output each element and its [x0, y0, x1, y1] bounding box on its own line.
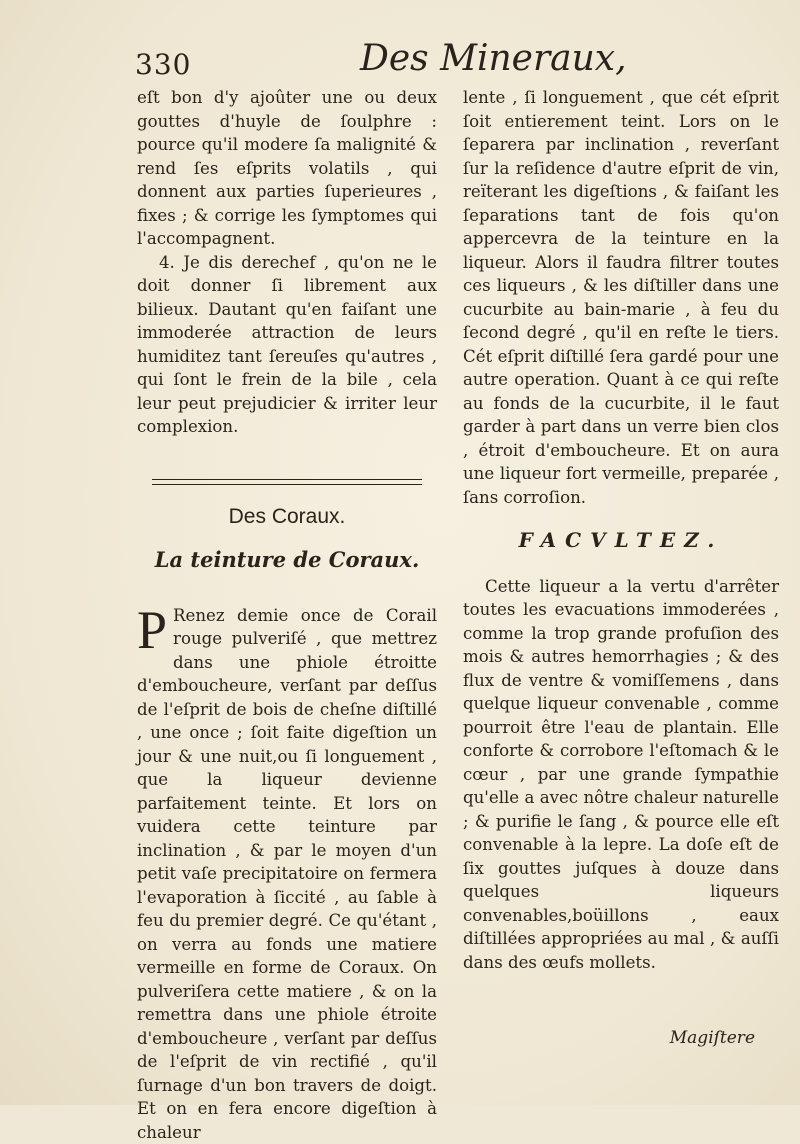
section-title: Des Coraux.	[137, 505, 437, 529]
drop-cap: P	[137, 608, 167, 652]
paragraph-4: 4. Je dis derechef , qu'on ne le doit donner ſi librement aux bilieux. Dautant qu'en faiſant une immoderée attraction de leurs humiditez tant ſereuſes qu'autres , qui ſont le frein de la bile , cela leur peut prejudicier & irriter leur complexion.	[137, 251, 437, 439]
faculte-paragraph: Cette liqueur a la vertu d'arrêter toutes les evacuations immoderées , comme la trop grande profuſion des mois & autres hemorrhagies ; & des flux de ventre & vomiſſemens , dans quelque liqueur convenable , comme pourroit être l'eau de plantain. Elle conforte & corrobore l'eſtomach & le cœur , par une grande ſympathie qu'elle a avec nôtre chaleur naturelle ; & purifie le ſang , & pource elle eſt convenable à la lepre. La doſe eſt de ſix gouttes juſques à douze dans quelques liqueurs convenables,boüillons , eaux diſtillées appropriées au mal , & auſſi dans des œufs mollets.	[463, 575, 779, 975]
catchword: Magiſtere	[670, 1028, 755, 1048]
page-header	[135, 38, 760, 88]
continuation-paragraph-right: lente , ſi longuement , que cét eſprit ſoit entierement teint. Lors on le ſeparera par inclination , reverſant ſur la reſidence d'autre eſprit de vin, reïterant les digeſtions , & faiſant les ſeparations tant de fois qu'on appercevra de la teinture en la liqueur. Alors il faudra filtrer toutes ces liqueurs , & les diſtiller dans une cucurbite au bain-marie , à feu du ſecond degré , qu'il en reſte le tiers. Cét eſprit diſtillé ſera gardé pour une autre operation. Quant à ce qui reſte au fonds de la cucurbite, il le faut garder à part dans un verre bien clos , étroit d'emboucheure. Et on aura une liqueur fort vermeille, preparée , ſans corroſion.	[463, 86, 779, 509]
section-divider	[152, 479, 422, 485]
faculte-heading: FACVLTEZ.	[463, 529, 779, 553]
page-number: 330	[135, 48, 191, 81]
continuation-paragraph: eſt bon d'y ajoûter une ou deux gouttes d'huyle de ſoulphre : pource qu'il modere ſa malignité & rend ſes eſprits volatils , qui donnent aux parties ſuperieures , fixes ; & corrige les ſymptomes qui l'accompagnent.	[137, 86, 437, 251]
recipe-title: La teinture de Coraux.	[137, 548, 437, 572]
right-column	[463, 86, 779, 974]
left-column	[137, 86, 437, 1144]
recipe-text: Renez demie once de Corail rouge pulveriſé , que mettrez dans une phiole étroitte d'emboucheure, verſant par deſſus de l'eſprit de bois de cheſne diſtillé , une once ; ſoit faite digeſtion un jour & une nuit,ou ſi longuement , que la liqueur devienne parfaitement teinte. Et lors on vuidera cette teinture par inclination , & par le moyen d'un petit vaſe precipitatoire on fermera l'evaporation à ſiccité , au ſable à feu du premier degré. Ce qu'étant , on verra au fonds une matiere vermeille en forme de Coraux. On pulveriſera cette matiere , & on la remettra dans une phiole étroite d'emboucheure , verſant par deſſus de l'eſprit de vin rectifié , qu'il ſurnage d'un bon travers de doigt. Et on en fera encore digeſtion à chaleur	[137, 606, 437, 1142]
recipe-paragraph	[137, 604, 437, 1144]
running-title: Des Mineraux,	[360, 38, 627, 79]
